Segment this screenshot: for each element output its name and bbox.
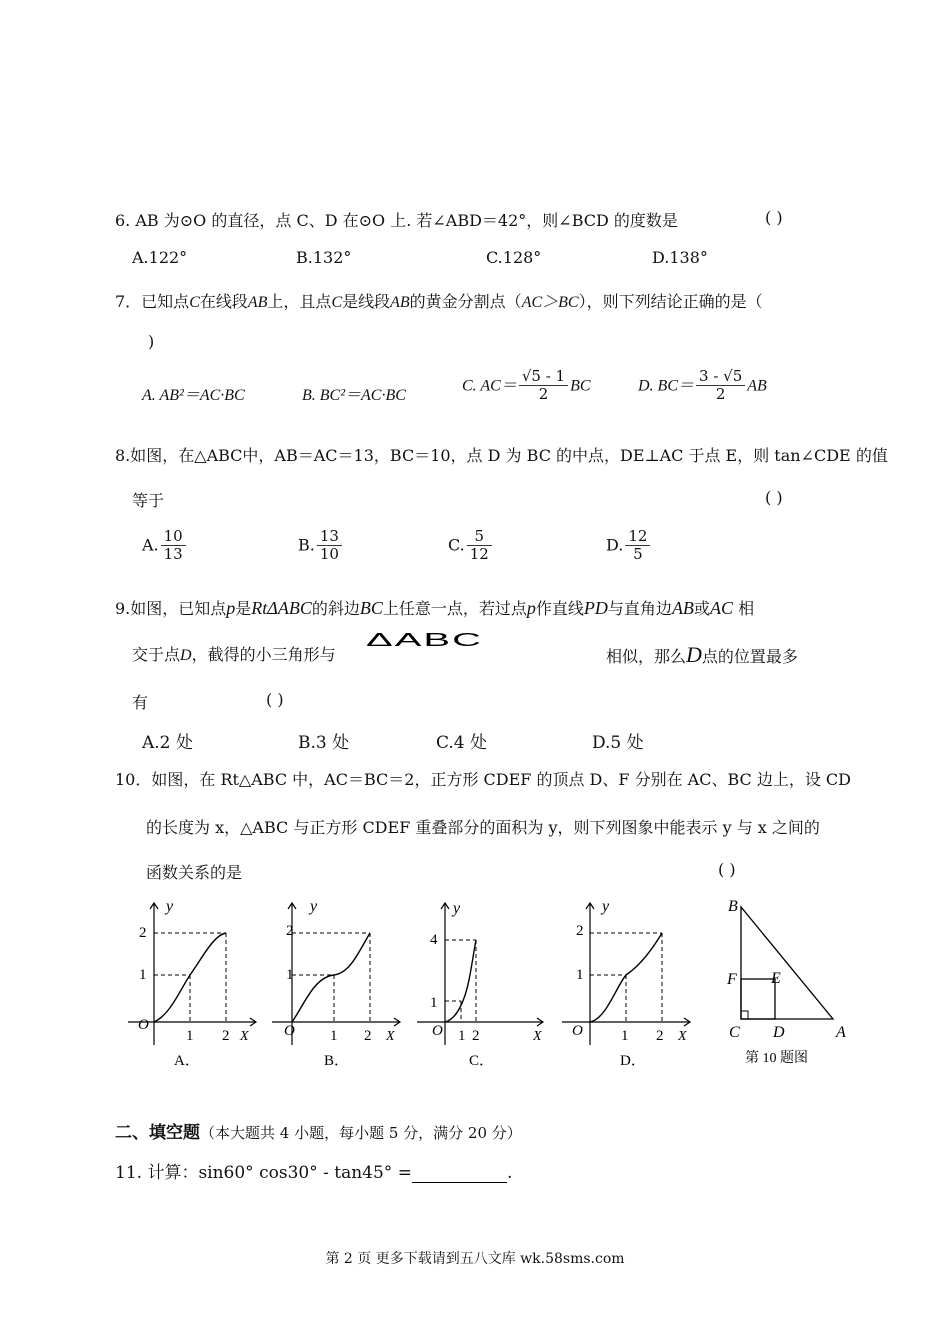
q9-big-triangle-abc: ΔABC	[366, 630, 483, 650]
q11-stem: 11. 计算：sin60° cos30° - tan45° = .	[115, 1163, 513, 1183]
svg-text:y: y	[453, 900, 461, 917]
q10-graph-c	[405, 895, 550, 1075]
svg-text:2: 2	[576, 923, 584, 939]
svg-text:O: O	[572, 1023, 583, 1039]
q6-option-a: A.122°	[132, 248, 188, 267]
square-cdef	[741, 979, 775, 1019]
svg-text:2: 2	[222, 1028, 230, 1044]
q10-bracket: ( )	[718, 860, 736, 879]
svg-text:y: y	[602, 898, 610, 915]
q10-line-1: 10．如图，在 Rt△ABC 中，AC＝BC＝2，正方形 CDEF 的顶点 D、F 分别在 AC、BC 边上，设 CD	[115, 770, 851, 789]
svg-text:1: 1	[458, 1028, 466, 1044]
q9-option-d: D.5 处	[592, 733, 644, 753]
q6-bracket: ( )	[765, 208, 783, 227]
q6-option-b: B.132°	[296, 248, 352, 267]
q11-answer-blank[interactable]	[412, 1164, 507, 1183]
svg-text:1: 1	[286, 967, 294, 983]
q6-stem: 6. AB 为⊙O 的直径，点 C、D 在⊙O 上. 若∠ABD＝42°，则∠BCD 的度数是	[115, 211, 678, 230]
q8-stem: 8.如图，在△ABC中，AB＝AC＝13，BC＝10，点 D 为 BC 的中点，DE⊥AC 于点 E，则 tan∠CDE 的值	[115, 446, 888, 465]
svg-text:O: O	[432, 1023, 443, 1039]
svg-text:C: C	[729, 1024, 740, 1041]
q8-option-d: D. $\frac{12}{5}$	[606, 528, 652, 564]
q10-graph-d	[552, 895, 697, 1075]
svg-text:1: 1	[330, 1028, 338, 1044]
svg-text:X: X	[533, 1029, 542, 1044]
q9-bracket: ( )	[266, 690, 284, 709]
svg-text:B．: B．	[324, 1053, 350, 1069]
svg-text:1: 1	[621, 1028, 629, 1044]
svg-text:y: y	[166, 898, 174, 915]
right-angle-mark	[741, 1011, 748, 1019]
svg-text:2: 2	[364, 1028, 372, 1044]
q8-bracket: ( )	[765, 488, 783, 507]
page-footer: 第 2 页 更多下载请到五八文库 wk.58sms.com	[325, 1251, 625, 1267]
q7-option-d: D. BC＝ $\frac{3 - √5}{2}$ AB	[638, 367, 767, 404]
svg-text:X: X	[240, 1029, 249, 1044]
svg-text:X: X	[678, 1029, 687, 1044]
triangle-abc	[741, 907, 833, 1019]
q9-line-2a: 交于点D，截得的小三角形与	[132, 645, 336, 664]
section-2-heading: 二、填空题（本大题共 4 小题，每小题 5 分，满分 20 分）	[115, 1123, 522, 1143]
svg-text:C．: C．	[469, 1053, 495, 1069]
q8-option-b: B. $\frac{13}{10}$	[298, 528, 344, 564]
q9-line-1: 9.如图，已知点p是RtΔABC的斜边BC上任意一点，若过点p作直线PD与直角边AB或AC 相	[115, 598, 755, 618]
svg-text:2: 2	[286, 923, 294, 939]
svg-text:A．: A．	[174, 1053, 200, 1069]
q7-stem: 7．已知点C在线段AB上，且点C是线段AB的黄金分割点（AC＞BC），则下列结论正确的是（	[115, 292, 763, 311]
q9-line-2b: 相似，那么D点的位置最多	[606, 642, 798, 667]
q9-option-c: C.4 处	[436, 733, 488, 753]
svg-text:2: 2	[472, 1028, 480, 1044]
svg-text:1: 1	[576, 967, 584, 983]
q7-close: )	[148, 332, 155, 351]
svg-text:第 10 题图: 第 10 题图	[745, 1051, 808, 1066]
q6-option-d: D.138°	[652, 248, 708, 267]
q8-option-a: A. $\frac{10}{13}$	[142, 528, 188, 564]
svg-text:F: F	[727, 971, 737, 988]
q9-option-b: B.3 处	[298, 733, 350, 753]
q10-graph-b	[262, 895, 407, 1075]
svg-text:y: y	[310, 898, 318, 915]
q9-line-3: 有	[132, 693, 149, 712]
svg-text:4: 4	[430, 932, 438, 948]
q8-stem-2: 等于	[132, 491, 165, 510]
q9-option-a: A.2 处	[142, 733, 193, 753]
q7-option-c: C. AC＝ $\frac{√5 - 1}{2}$ BC	[462, 367, 591, 404]
svg-text:1: 1	[186, 1028, 194, 1044]
q8-option-c: C. $\frac{5}{12}$	[448, 528, 494, 564]
q7-option-a: A. AB²＝AC·BC	[142, 387, 245, 404]
svg-text:1: 1	[139, 967, 147, 983]
q7-option-b: B. BC²＝AC·BC	[302, 387, 406, 404]
svg-text:O: O	[138, 1017, 149, 1033]
q10-line-3: 函数关系的是	[146, 863, 243, 882]
q10-graph-a	[118, 895, 263, 1075]
curve-b	[292, 933, 370, 1022]
svg-text:1: 1	[430, 995, 438, 1011]
svg-text:2: 2	[656, 1028, 664, 1044]
q6-option-c: C.128°	[486, 248, 542, 267]
q10-figure	[722, 893, 852, 1073]
svg-text:O: O	[284, 1023, 295, 1039]
svg-text:D．: D．	[620, 1053, 646, 1069]
svg-text:D: D	[773, 1024, 785, 1041]
svg-text:A: A	[836, 1024, 846, 1041]
q10-line-2: 的长度为 x，△ABC 与正方形 CDEF 重叠部分的面积为 y，则下列图象中能表示 y 与 x 之间的	[146, 818, 820, 837]
svg-text:2: 2	[139, 925, 147, 941]
svg-text:X: X	[386, 1029, 395, 1044]
svg-text:B: B	[728, 898, 738, 915]
svg-text:E: E	[771, 970, 781, 987]
